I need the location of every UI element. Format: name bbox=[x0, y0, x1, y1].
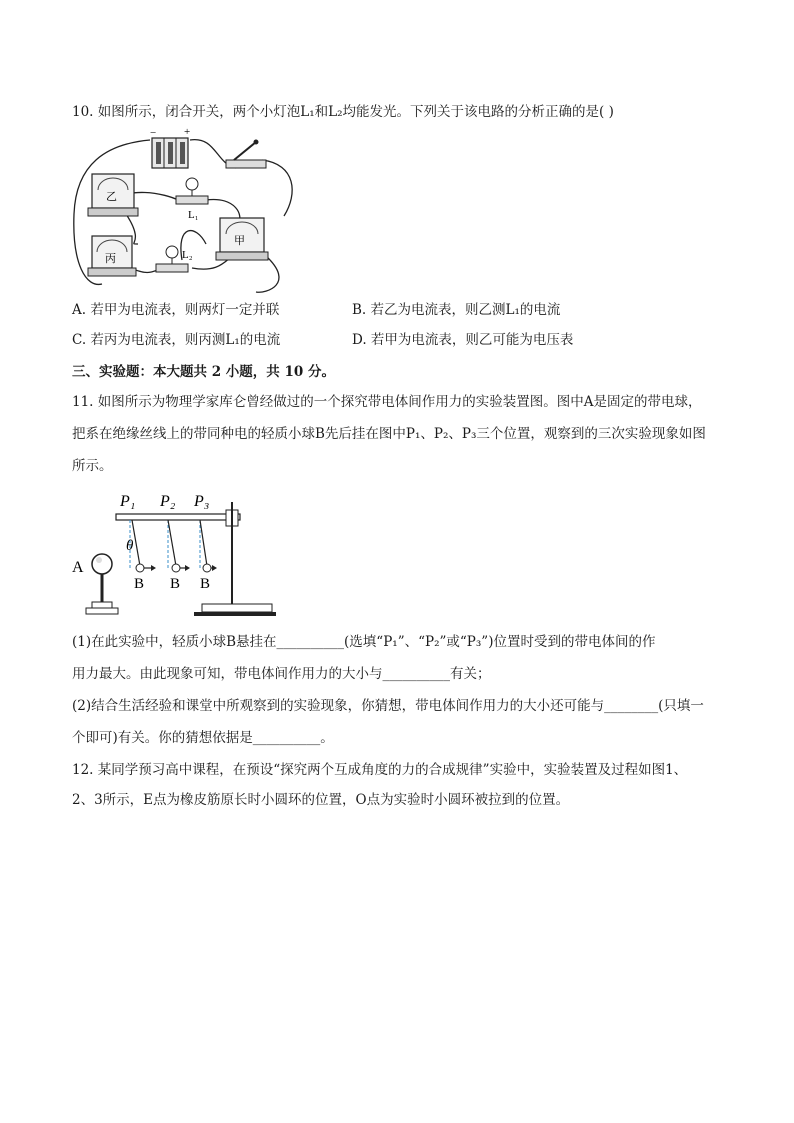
label-p1: P₁ bbox=[120, 493, 136, 510]
q11-part2-line2: 个即可)有关。你的猜想依据是__________。 bbox=[72, 730, 334, 746]
battery-minus: − bbox=[150, 127, 157, 139]
lamp-l1-label: L₁ bbox=[188, 209, 199, 221]
label-a: A bbox=[72, 559, 84, 576]
sphere-a bbox=[92, 554, 112, 574]
q10-option-d: D. 若甲为电流表，则乙可能为电压表 bbox=[352, 332, 574, 348]
q10-option-a: A. 若甲为电流表，则两灯一定并联 bbox=[72, 302, 280, 318]
switch-icon bbox=[226, 140, 266, 169]
lamp-l2-icon bbox=[156, 246, 193, 272]
stand-foot bbox=[194, 612, 276, 616]
q11-stem-line3: 所示。 bbox=[72, 458, 113, 474]
q10-stem: 10. 如图所示，闭合开关，两个小灯泡L₁和L₂均能发光。下列关于该电路的分析正确的是( ) bbox=[72, 104, 614, 120]
wire-switch-right bbox=[262, 160, 292, 216]
label-theta: θ bbox=[126, 538, 134, 554]
lamp-l2-label: L₂ bbox=[182, 249, 193, 261]
meter-bing-icon bbox=[88, 236, 136, 276]
q12-stem-line2: 2、3所示，E点为橡皮筋原长时小圆环的位置，O点为实验时小圆环被拉到的位置。 bbox=[72, 792, 570, 808]
q11-part1-line1: (1)在此实验中，轻质小球B悬挂在__________(选填“P₁”、“P₂”或“P₃”)位置时受到的带电体间的作 bbox=[72, 634, 656, 650]
meter-yi-icon bbox=[88, 174, 138, 216]
label-b1: B bbox=[134, 576, 145, 592]
label-b3: B bbox=[200, 576, 211, 592]
q11-coulomb-figure bbox=[70, 486, 276, 618]
stand-base bbox=[202, 604, 272, 612]
q11-stem-line1: 11. 如图所示为物理学家库仑曾经做过的一个探究带电体间作用力的实验装置图。图中A是固定的带电球， bbox=[72, 394, 702, 410]
q11-part1-line2: 用力最大。由此现象可知，带电体间作用力的大小与__________有关； bbox=[72, 666, 491, 682]
support-bar bbox=[116, 514, 240, 520]
q12-stem-line1: 12. 某同学预习高中课程，在预设“探究两个互成角度的力的合成规律”实验中，实验装置及过程如图1、 bbox=[72, 762, 688, 778]
label-p2: P₂ bbox=[160, 493, 176, 510]
q10-option-c: C. 若丙为电流表，则丙测L₁的电流 bbox=[72, 332, 281, 348]
meter-jia-label: 甲 bbox=[234, 235, 245, 247]
q10-option-b: B. 若乙为电流表，则乙测L₁的电流 bbox=[352, 302, 561, 318]
q11-part2-line1: (2)结合生活经验和课堂中所观察到的实验现象，你猜想，带电体间作用力的大小还可能与________(只填一 bbox=[72, 698, 704, 714]
section-3-heading: 三、实验题：本大题共 2 小题，共 10 分。 bbox=[72, 364, 335, 380]
meter-jia-icon bbox=[216, 218, 268, 260]
battery-icon bbox=[150, 126, 190, 168]
meter-yi-label: 乙 bbox=[106, 191, 117, 203]
label-p3: P₃ bbox=[194, 493, 210, 510]
wire-jia-bottom bbox=[256, 256, 279, 292]
meter-bing-label: 丙 bbox=[105, 253, 116, 265]
lamp-l1-icon bbox=[176, 178, 208, 221]
label-b2: B bbox=[170, 576, 181, 592]
q10-circuit-figure bbox=[66, 124, 298, 296]
battery-plus: + bbox=[184, 126, 191, 138]
q11-stem-line2: 把系在绝缘丝线上的带同种电的轻质小球B先后挂在图中P₁、P₂、P₃三个位置，观察到的三次实验现象如图 bbox=[72, 426, 706, 442]
